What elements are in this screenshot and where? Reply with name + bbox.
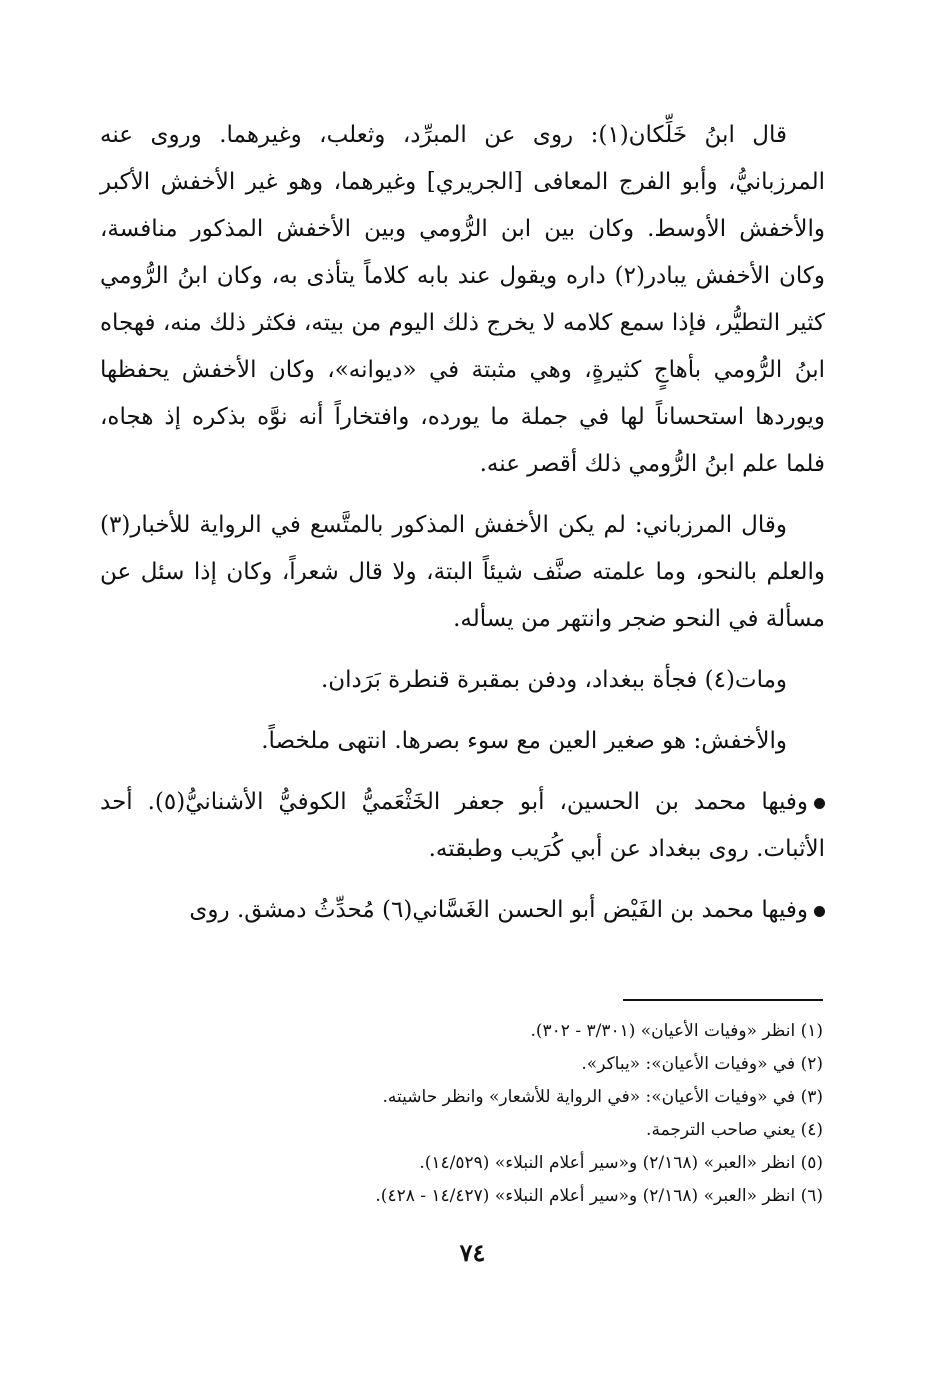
footnotes-list: [100, 1015, 823, 1213]
page-number: ٧٤: [459, 1238, 486, 1267]
footnote-item: (٥) انظر «العبر» (٢/١٦٨) و«سير أعلام النبلاء» (١٤/٥٢٩).: [419, 1153, 823, 1173]
footnote-item: (٦) انظر «العبر» (٢/١٦٨) و«سير أعلام النبلاء» (١٤/٤٢٧ - ٤٢٨).: [375, 1186, 823, 1206]
footnote-item: (٣) في «وفيات الأعيان»: «في الرواية للأشعار» وانظر حاشيته.: [382, 1087, 823, 1107]
paragraph-gap: [100, 704, 825, 718]
paragraph-ibn-khallikan: قال ابنُ خَلِّكان(١): روى عن المبرِّد، وثعلب، وغيرهما. وروى عنه المرزبانيُّ، وأبو الفرج المعافى [الجريري] وغيرهما، وهو غير الأخفش الأكبر والأخفش الأوسط. وكان بين ابن الرُّومي وبين الأخفش المذكور منافسة، وكان الأخفش يبادر(٢) داره ويقول عند بابه كلاماً يتأذى به، وكان ابنُ الرُّومي كثير التطيُّر، فإذا سمع كلامه لا يخرج ذلك اليوم من بيته، فكثر ذلك منه، فهجاه ابنُ الرُّومي بأهاجٍ كثيرةٍ، وهي مثبتة في «ديوانه»، وكان الأخفش يحفظها ويوردها استحساناً لها في جملة ما يورده، وافتخاراً أنه نوَّه بذكره إذ هجاه، فلما علم ابنُ الرُّومي ذلك أقصر عنه.: [100, 122, 825, 477]
paragraph-marzubani: وقال المرزباني: لم يكن الأخفش المذكور بالمتَّسع في الرواية للأخبار(٣) والعلم بالنحو، وما علمته صنَّف شيئاً البتة، ولا قال شعراً، وكان إذا سئل عن مسألة في النحو ضجر وانتهر من يسأله.: [100, 512, 825, 632]
paragraph-akhfash-meaning: والأخفش: هو صغير العين مع سوء بصرها. انتهى ملخصاً.: [261, 728, 787, 754]
paragraph-death: ومات(٤) فجأة ببغداد، ودفن بمقبرة قنطرة بَرَدان.: [320, 667, 787, 693]
bullet-dot-icon: [814, 906, 825, 917]
paragraph-gap: [100, 643, 825, 657]
footnote-item: (١) انظر «وفيات الأعيان» (٣/٣٠١ - ٣٠٢).: [530, 1021, 823, 1041]
footnote-item: (٤) يعني صاحب الترجمة.: [646, 1120, 823, 1140]
paragraph-gap: [100, 873, 825, 887]
bullet-entry-ghassani: [100, 887, 825, 934]
main-text: [100, 112, 825, 934]
footnote-divider: [623, 999, 823, 1001]
bullet-entry-text: وفيها محمد بن الفَيْض أبو الحسن الغَسَّاني(٦) مُحدِّثُ دمشق. روى: [189, 897, 808, 923]
paragraph-gap: [100, 488, 825, 502]
bullet-entry-text: وفيها محمد بن الحسين، أبو جعفر الخَثْعَميُّ الكوفيُّ الأشنانيُّ(٥). أحد الأثبات. روى ببغداد عن أبي كُرَيب وطبقته.: [100, 789, 825, 862]
paragraph-gap: [100, 765, 825, 779]
footnote-item: (٢) في «وفيات الأعيان»: «يباكر».: [581, 1054, 823, 1074]
bullet-dot-icon: [814, 798, 825, 809]
bullet-entry-ushnani: [100, 779, 825, 873]
